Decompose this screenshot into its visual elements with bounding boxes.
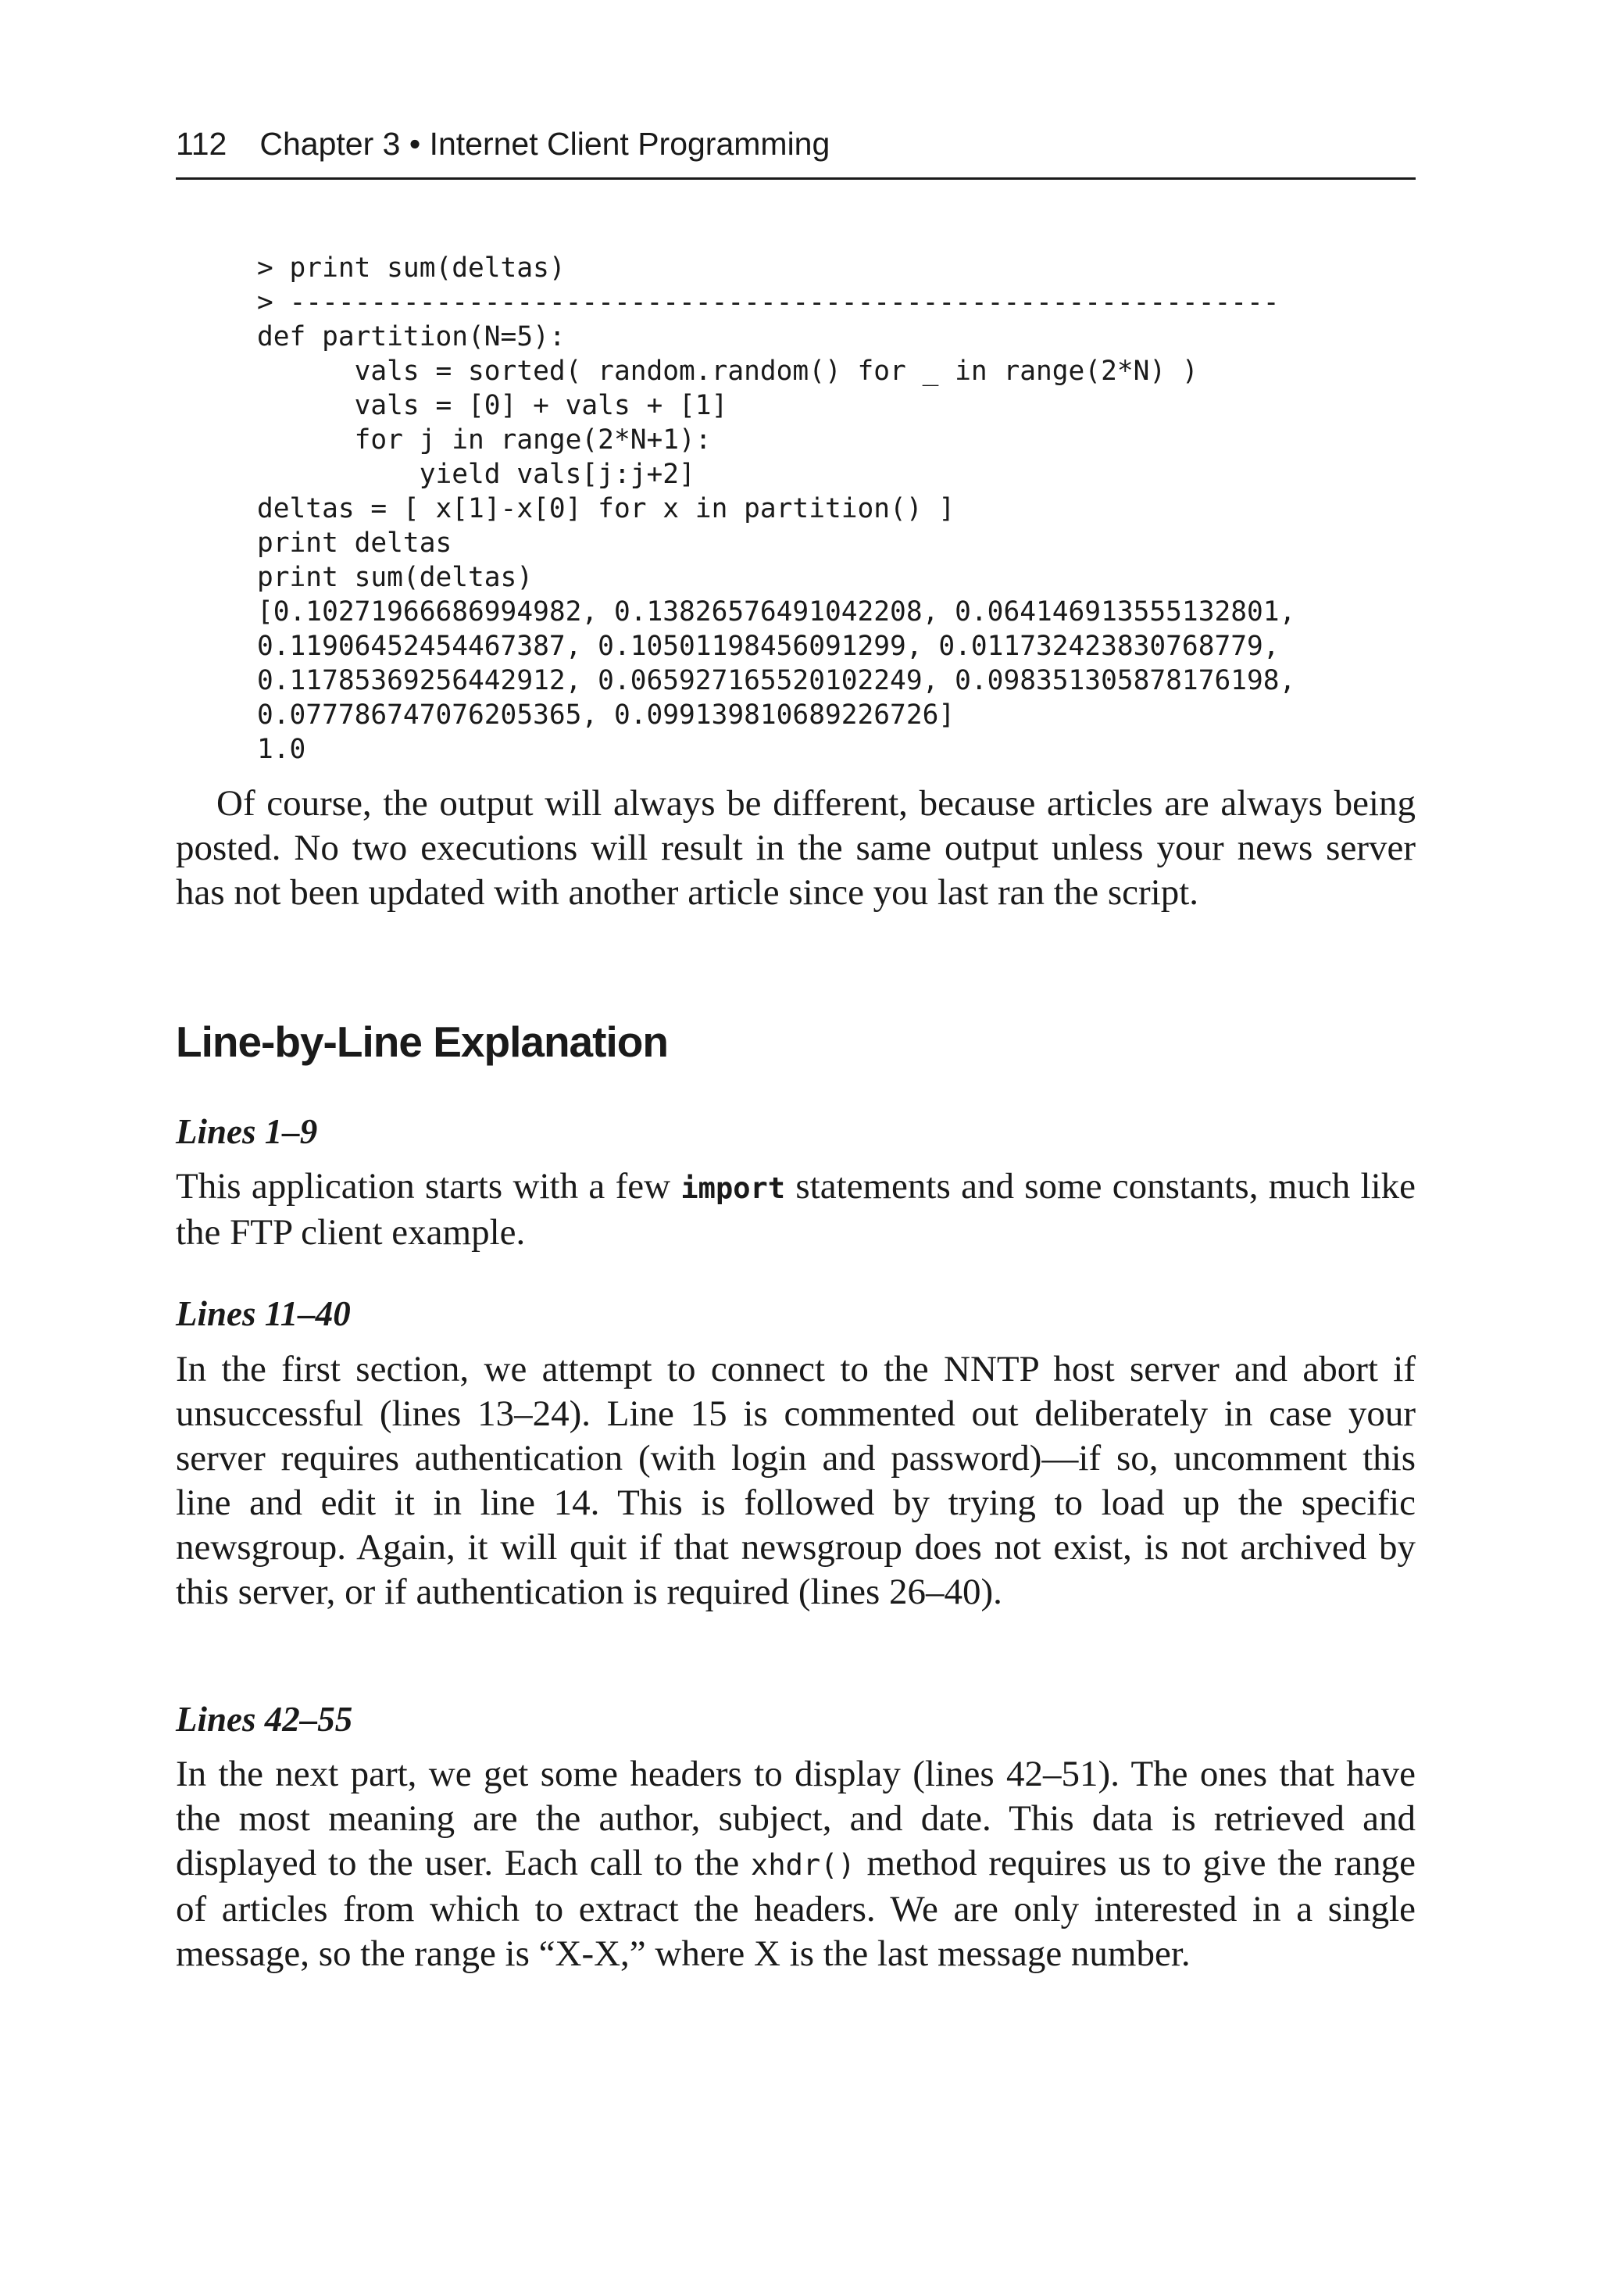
section-heading: Line-by-Line Explanation xyxy=(176,1017,668,1066)
paragraph-text: This application starts with a few xyxy=(176,1166,681,1207)
subheading-lines-11-40: Lines 11–40 xyxy=(176,1294,351,1333)
code-listing: > print sum(deltas) > ------------------------------------------------------------- def partition(N=5): vals = sorted( random.random() for _ in range(2*N) ) vals = [0] + vals + [1] for j in range(2*N+1): yield vals[j:j+2] deltas = [ x[1]-x[0] for x in partition() ] print deltas print sum(deltas) [0.10271966686994982, 0.13826576491042208, 0.064146913555132801, 0.11906452454467387, 0.10501198456091299, 0.011732423830768779, 0.11785369256442912, 0.065927165520102249, 0.098351305878176198, 0.077786747076205365, 0.099139810689226726] 1.0 xyxy=(257,252,1296,765)
inline-code-import: import xyxy=(680,1171,786,1205)
page-number: 112 xyxy=(176,126,227,162)
running-head xyxy=(176,123,1416,164)
chapter-title: Chapter 3 • Internet Client Programming xyxy=(259,126,830,162)
paragraph-text: method requires us to give the range of articles from which to extract the headers. We are only interested in a single message, so the range is “X-X,” where X is the last message number. xyxy=(176,1843,1416,1974)
paragraph-text: statements and some constants, much like the FTP client example. xyxy=(176,1166,1416,1253)
paragraph-lines-42-55 xyxy=(176,1752,1416,1976)
paragraph-lines-11-40: In the first section, we attempt to connect to the NNTP host server and abort if unsuccessful (lines 13–24). Line 15 is commented out deliberately in case your server requires authentication (with login and password)—if so, uncomment this line and edit it in line 14. This is followed by trying to load up the specific newsgroup. Again, it will quit if that newsgroup does not exist, is not archived by this server, or if authentication is required (lines 26–40). xyxy=(176,1349,1416,1612)
subheading-lines-42-55: Lines 42–55 xyxy=(176,1700,353,1739)
paragraph-lines-1-9 xyxy=(176,1164,1416,1255)
header-rule xyxy=(176,177,1416,180)
paragraph-text: In the next part, we get some headers to display (lines 42–51). The ones that have the most meaning are the author, subject, and date. This data is retrieved and displayed to the user. Each call to the xyxy=(176,1754,1416,1883)
intro-paragraph: Of course, the output will always be different, because articles are always being posted. No two executions will result in the same output unless your news server has not been updated with another article since you last ran the script. xyxy=(176,783,1416,913)
inline-code-xhdr: xhdr() xyxy=(751,1848,855,1882)
subheading-lines-1-9: Lines 1–9 xyxy=(176,1112,318,1151)
